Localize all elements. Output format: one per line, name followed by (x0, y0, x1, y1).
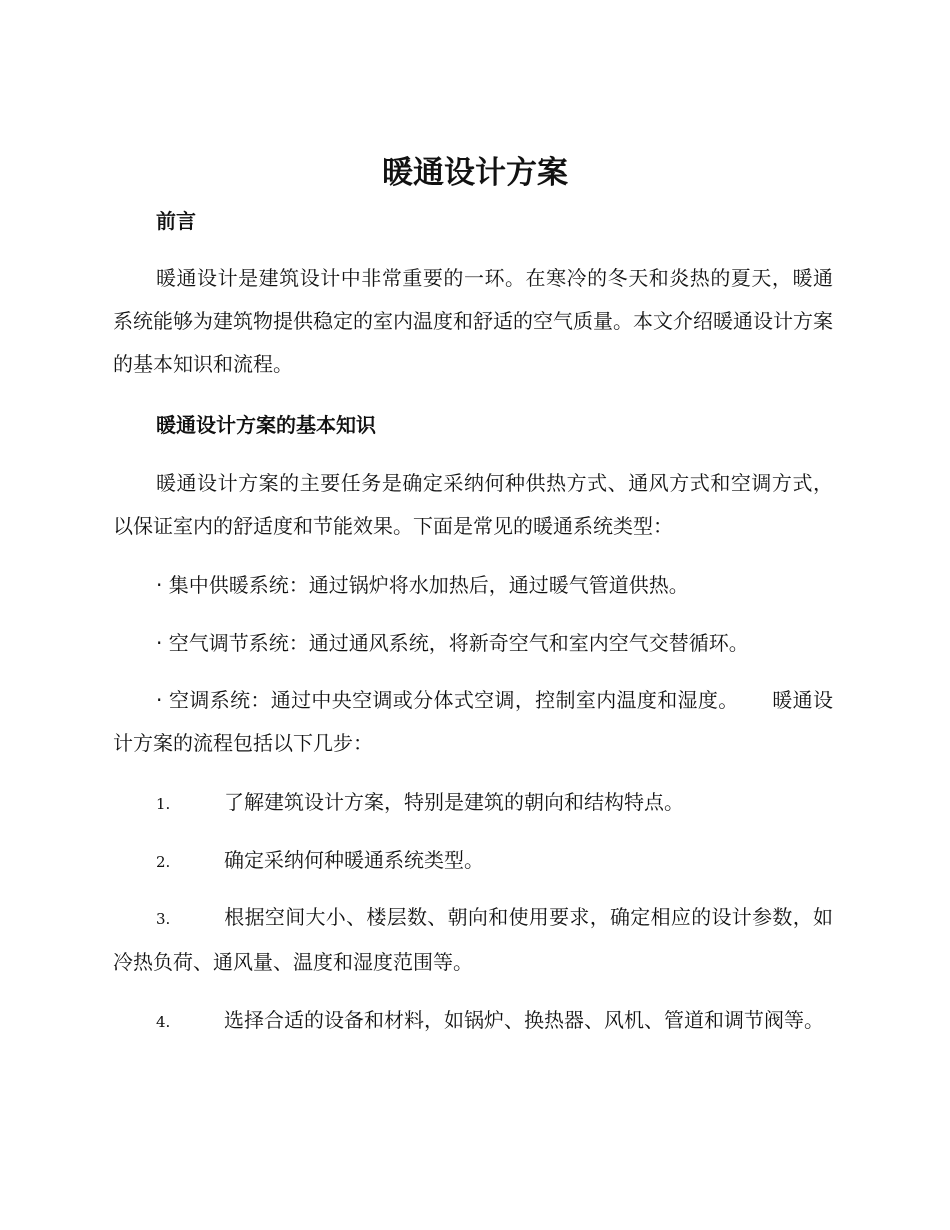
bullet-item-with-intro: · 空调系统：通过中央空调或分体式空调，控制室内温度和湿度。 暖通设计方案的流程包括以下几步： (113, 688, 833, 755)
section-heading-preface: 前言 (156, 209, 196, 233)
list-item (113, 781, 833, 826)
list-item (113, 999, 833, 1044)
document-title: 暖通设计方案 (382, 155, 568, 191)
list-number: 1. (156, 795, 171, 813)
list-item (113, 839, 833, 884)
list-text: 了解建筑设计方案，特别是建筑的朝向和结构特点。 (224, 790, 684, 814)
list-text: 确定采纳何种暖通系统类型。 (224, 848, 484, 872)
list-number: 4. (156, 1013, 171, 1031)
list-number: 2. (156, 853, 171, 871)
list-item (113, 896, 833, 984)
basics-paragraph: 暖通设计方案的主要任务是确定采纳何种供热方式、通风方式和空调方式，以保证室内的舒适度和节能效果。下面是常见的暖通系统类型： (113, 471, 833, 538)
bullet-item: · 集中供暖系统：通过锅炉将水加热后，通过暖气管道供热。 (156, 573, 689, 597)
bullet-item: · 空气调节系统：通过通风系统，将新奇空气和室内空气交替循环。 (156, 631, 749, 655)
section-heading-basics: 暖通设计方案的基本知识 (156, 413, 376, 437)
preface-paragraph: 暖通设计是建筑设计中非常重要的一环。在寒冷的冬天和炎热的夏天，暖通系统能够为建筑物提供稳定的室内温度和舒适的空气质量。本文介绍暖通设计方案的基本知识和流程。 (113, 266, 833, 376)
list-number: 3. (156, 910, 171, 928)
list-text: 选择合适的设备和材料，如锅炉、换热器、风机、管道和调节阀等。 (224, 1008, 824, 1032)
list-text: 根据空间大小、楼层数、朝向和使用要求，确定相应的设计参数，如冷热负荷、通风量、温度和湿度范围等。 (113, 905, 833, 974)
